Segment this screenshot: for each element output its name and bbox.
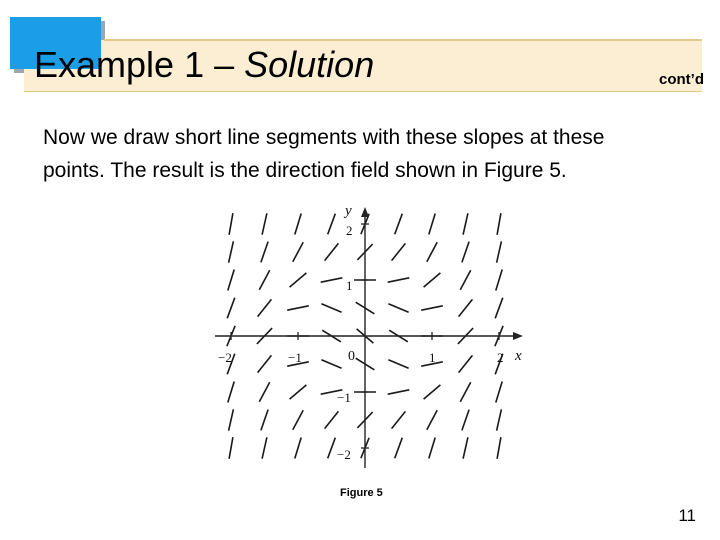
field-segment [463, 213, 468, 234]
field-segment [460, 270, 470, 289]
field-segment [295, 438, 301, 459]
field-segment [261, 242, 268, 263]
field-segment [495, 298, 503, 319]
field-segment [258, 355, 272, 372]
field-segment [287, 306, 309, 310]
field-segment [392, 411, 406, 428]
field-segment [392, 243, 406, 260]
x-axis-arrow [513, 332, 523, 340]
field-segment [328, 214, 336, 235]
field-segment [497, 241, 502, 262]
x-tick-label: 1 [429, 350, 436, 365]
field-segment [259, 382, 269, 401]
field-segment [261, 410, 268, 431]
field-segment [262, 213, 267, 234]
field-segment [459, 299, 473, 316]
direction-field-figure [205, 198, 525, 478]
title-main: Example 1 – [34, 44, 245, 85]
x-tick-label: −2 [218, 350, 232, 365]
field-segment [496, 382, 502, 403]
field-segment [259, 270, 269, 289]
field-segment [258, 299, 272, 316]
field-segment [459, 355, 473, 372]
field-segment [395, 214, 403, 235]
direction-field-plot [205, 198, 525, 473]
field-segment [293, 410, 303, 429]
y-tick-label: 2 [346, 223, 353, 238]
y-axis-arrow [361, 207, 369, 217]
field-segment [460, 382, 470, 401]
field-segment [295, 214, 301, 235]
field-segment [229, 437, 233, 459]
y-tick-label: 1 [346, 278, 353, 293]
field-segment [293, 242, 303, 261]
field-segment [229, 213, 233, 235]
field-segment [388, 278, 410, 282]
y-axis-label: y [345, 203, 352, 219]
x-tick-label: −1 [288, 350, 302, 365]
field-segment [429, 438, 435, 459]
field-segment [497, 437, 501, 459]
field-segment [427, 410, 437, 429]
field-segment [462, 242, 469, 263]
field-segment [321, 278, 343, 282]
field-segment [229, 241, 234, 262]
field-segment [424, 385, 441, 399]
y-tick-label: −2 [337, 447, 351, 462]
field-segment [228, 382, 234, 403]
x-tick-label: 2 [497, 350, 504, 365]
field-segment [290, 385, 307, 399]
y-tick-label: −1 [337, 390, 351, 405]
field-segment [321, 304, 341, 312]
field-segment [328, 438, 336, 459]
field-segment [228, 270, 234, 291]
field-segment [388, 360, 408, 368]
x-axis-label: x [515, 348, 522, 364]
field-segment [497, 409, 502, 430]
page-number: 11 [678, 506, 696, 525]
origin-label: 0 [348, 349, 355, 364]
title-bar-bottom-line [24, 91, 702, 92]
field-segment [321, 360, 341, 368]
field-segment [290, 273, 307, 287]
field-segment [496, 270, 502, 291]
field-segment [229, 409, 234, 430]
field-segment [463, 437, 468, 458]
field-segment [262, 437, 267, 458]
field-segment [424, 273, 441, 287]
field-segment [429, 214, 435, 235]
body-paragraph: Now we draw short line segments with these slopes at these points. The result is the direction field shown in Figure 5. [43, 126, 605, 182]
field-segment [388, 390, 410, 394]
field-segment [325, 411, 339, 428]
field-segment [395, 438, 403, 459]
field-segment [497, 213, 501, 235]
figure-caption: Figure 5 [340, 487, 383, 499]
field-segment [388, 304, 408, 312]
field-segment [325, 243, 339, 260]
title-italic: Solution [244, 44, 375, 85]
field-segment [462, 410, 469, 431]
field-segment [427, 242, 437, 261]
field-segment [421, 306, 443, 310]
slide-title [34, 41, 374, 89]
continued-label: cont’d [659, 71, 704, 88]
field-segment [227, 298, 235, 319]
